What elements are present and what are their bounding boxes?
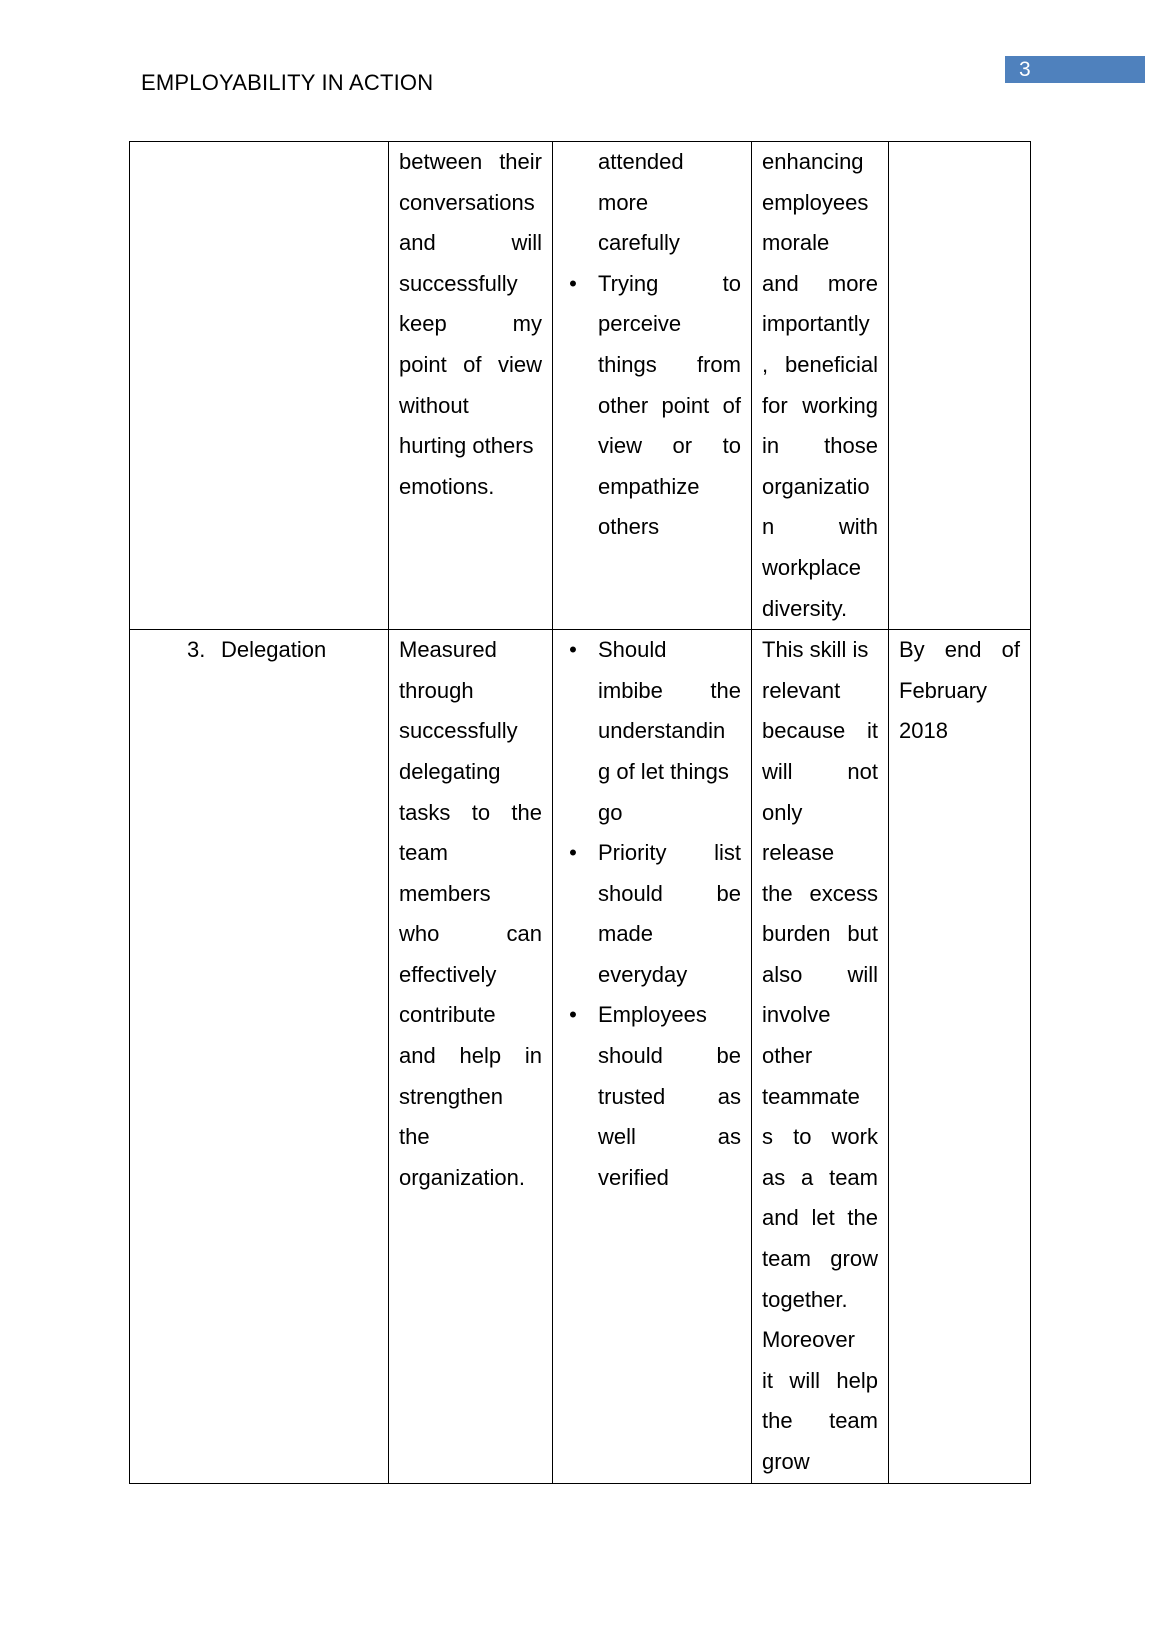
text-line: who can [399,921,542,947]
text-line: the excess [762,880,878,906]
text-line: empathize [598,473,700,499]
bullet-list [563,630,741,1198]
text-line: conversations [399,189,535,215]
text-line: well as [598,1124,741,1150]
text-line: delegating [399,758,501,784]
text-line: it will help [762,1367,878,1393]
text-line: 2018 [899,718,948,744]
text-line: and more [762,270,878,296]
text-line: and let the [762,1205,878,1231]
text-line: release [762,840,835,866]
text-line: keep my [399,311,542,337]
measurement-cell [389,142,553,630]
text-line: Priority list [598,840,741,866]
text-line: importantly [762,311,870,337]
text-line: Moreover [762,1327,855,1353]
text-line: hurting others [399,433,534,459]
text-line: go [598,799,623,825]
text-line: as a team [762,1164,878,1190]
timeline-cell [889,142,1031,630]
text-line: trusted as [598,1083,741,1109]
text-line: Measured [399,637,497,663]
text-line: Employees [598,1002,707,1028]
text-line: organizatio [762,473,870,499]
text-line: team [399,840,448,866]
text-line: between their [399,149,542,174]
relevance-cell [752,630,889,1483]
bullet-list [563,264,741,548]
text-line: should be [598,1043,741,1069]
text-line: organization. [399,1164,525,1190]
text-line: everyday [598,961,688,987]
text-line: emotions. [399,473,495,499]
text-line: By end of [899,637,1020,663]
action-cell [553,630,752,1483]
text-line: other [762,1043,813,1069]
text-line: without [399,392,469,418]
text-line: in those [762,433,878,459]
timeline-cell [889,630,1031,1483]
text-line: attended [598,149,684,174]
text-line: workplace [762,554,862,580]
text-line: understandin [598,718,726,744]
text-line: because it [762,718,878,744]
bullet-icon: • [569,1002,577,1028]
text-line: diversity. [762,595,848,621]
text-line: and will [399,230,542,256]
text-line: successfully [399,270,518,296]
bullet-icon: • [569,840,577,866]
text-line: enhancing [762,149,864,174]
text-line: n with [762,514,878,540]
text-line: burden but [762,921,878,947]
page-number: 3 [1005,56,1145,83]
bullet-continuation [563,142,741,264]
list-item [563,630,741,833]
text-line: relevant [762,677,841,703]
text-line: should be [598,880,741,906]
text-line: other point of [598,392,741,418]
text-line: February [899,677,988,703]
text-line: for working [762,392,878,418]
text-line: view or to [598,433,741,459]
text-line: more [598,189,649,215]
text-line: teammate [762,1083,860,1109]
text-line: also will [762,961,878,987]
action-plan-table [129,141,1031,1484]
text-line: involve [762,1002,831,1028]
text-line: the [399,1124,430,1150]
text-line: members [399,880,491,906]
text-line: , beneficial [762,351,878,377]
text-line: strengthen [399,1083,503,1109]
text-line: and help in [399,1043,542,1069]
skill-cell [130,142,389,630]
text-line: morale [762,230,830,256]
text-line: effectively [399,961,497,987]
text-line: grow [762,1449,810,1474]
text-line: the team [762,1408,878,1434]
text-line: Trying to [598,270,741,296]
text-line: through [399,677,474,703]
bullet-icon: • [569,270,577,296]
text-line: perceive [598,311,682,337]
running-head: EMPLOYABILITY IN ACTION [141,70,434,95]
skill-cell [130,630,389,1483]
text-line: point of view [399,351,542,377]
action-cell [553,142,752,630]
text-line: tasks to the [399,799,542,825]
text-line: things from [598,351,741,377]
list-item [563,264,741,548]
text-line: successfully [399,718,518,744]
bullet-icon: • [569,637,577,663]
text-line: Should [598,637,667,663]
list-item [563,995,741,1198]
text-line: only [762,799,803,825]
text-line: team grow [762,1246,878,1272]
text-line: will not [762,758,878,784]
text-line: employees [762,189,869,215]
text-line: verified [598,1164,669,1190]
table-row [130,630,1031,1483]
text-line: carefully [598,230,680,256]
text-line: others [598,514,660,540]
text-line: made [598,921,654,947]
skill-name: Delegation [221,637,327,663]
text-line: g of let things [598,758,729,784]
text-line: imbibe the [598,677,741,703]
text-line: together. [762,1286,848,1312]
skill-number: 3. [187,637,206,663]
text-line: s to work [762,1124,878,1150]
text-line: This skill is [762,637,869,663]
measurement-cell [389,630,553,1483]
table-row [130,142,1031,630]
skill-label [140,630,378,671]
text-line: contribute [399,1002,496,1028]
list-item [563,833,741,995]
relevance-cell [752,142,889,630]
